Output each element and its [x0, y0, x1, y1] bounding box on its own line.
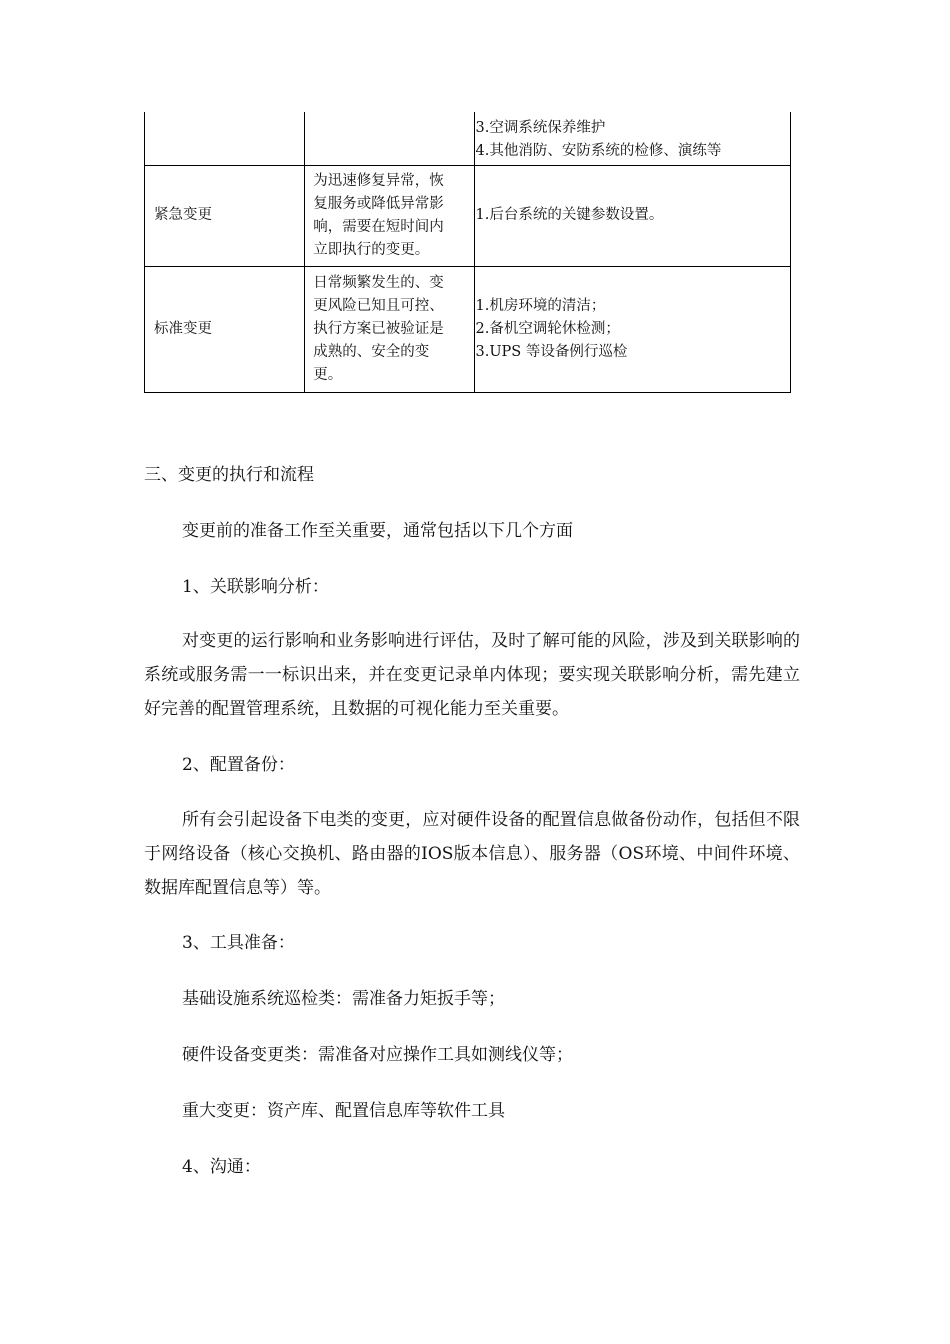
change-example-cell	[475, 112, 791, 165]
item-body: 对变更的运行影响和业务影响进行评估，及时了解可能的风险，涉及到关联影响的系统或服务需一一标识出来，并在变更记录单内体现；要实现关联影响分析，需先建立好完善的配置管理系统，且数据的可视化能力至关重要。	[144, 631, 800, 719]
item-body: 所有会引起设备下电类的变更，应对硬件设备的配置信息做备份动作，包括但不限于网络设备（核心交换机、路由器的IOS版本信息）、服务器（OS环境、中间件环境、数据库配置信息等）等。	[144, 810, 800, 898]
item-heading: 3、工具准备：	[182, 933, 295, 953]
example-line: 3.空调系统保养维护	[475, 119, 606, 136]
definition-line: 响，需要在短时间内	[313, 218, 444, 235]
item-heading: 4、沟通：	[182, 1157, 261, 1177]
definition-line: 复服务或降低异常影	[313, 195, 444, 212]
table-row	[145, 266, 791, 392]
definition-line: 更。	[313, 366, 343, 383]
table-row	[145, 165, 791, 266]
change-example-cell	[475, 165, 791, 266]
example-line: 1.机房环境的清洁；	[475, 297, 606, 314]
change-type-cell	[145, 112, 305, 165]
definition-line: 执行方案已被验证是	[313, 320, 444, 337]
example-line: 3.UPS 等设备例行巡检	[475, 343, 628, 360]
definition-line: 为迅速修复异常，恢	[313, 172, 444, 189]
tool-line: 重大变更：资产库、配置信息库等软件工具	[182, 1101, 505, 1121]
change-type-table	[144, 112, 791, 393]
example-line: 4.其他消防、安防系统的检修、演练等	[475, 142, 722, 159]
item-heading: 1、关联影响分析：	[182, 577, 329, 597]
table-row	[145, 112, 791, 165]
item-heading: 2、配置备份：	[182, 755, 295, 775]
example-line: 2.备机空调轮休检测；	[475, 320, 620, 337]
change-type-cell: 紧急变更	[145, 165, 305, 266]
tool-line: 硬件设备变更类：需准备对应操作工具如测线仪等；	[182, 1045, 573, 1065]
change-definition-cell	[305, 112, 475, 165]
definition-line: 立即执行的变更。	[313, 241, 430, 258]
tool-line: 基础设施系统巡检类：需准备力矩扳手等；	[182, 989, 505, 1009]
change-example-cell	[475, 266, 791, 392]
change-definition-cell	[305, 266, 475, 392]
definition-line: 成熟的、安全的变	[313, 343, 430, 360]
section-title: 三、变更的执行和流程	[144, 465, 314, 485]
intro-paragraph: 变更前的准备工作至关重要，通常包括以下几个方面	[182, 521, 573, 541]
example-line: 1.后台系统的关键参数设置。	[475, 207, 664, 223]
definition-line: 日常频繁发生的、变	[313, 274, 444, 291]
change-type-cell: 标准变更	[145, 266, 305, 392]
definition-line: 更风险已知且可控、	[313, 297, 444, 314]
change-definition-cell	[305, 165, 475, 266]
